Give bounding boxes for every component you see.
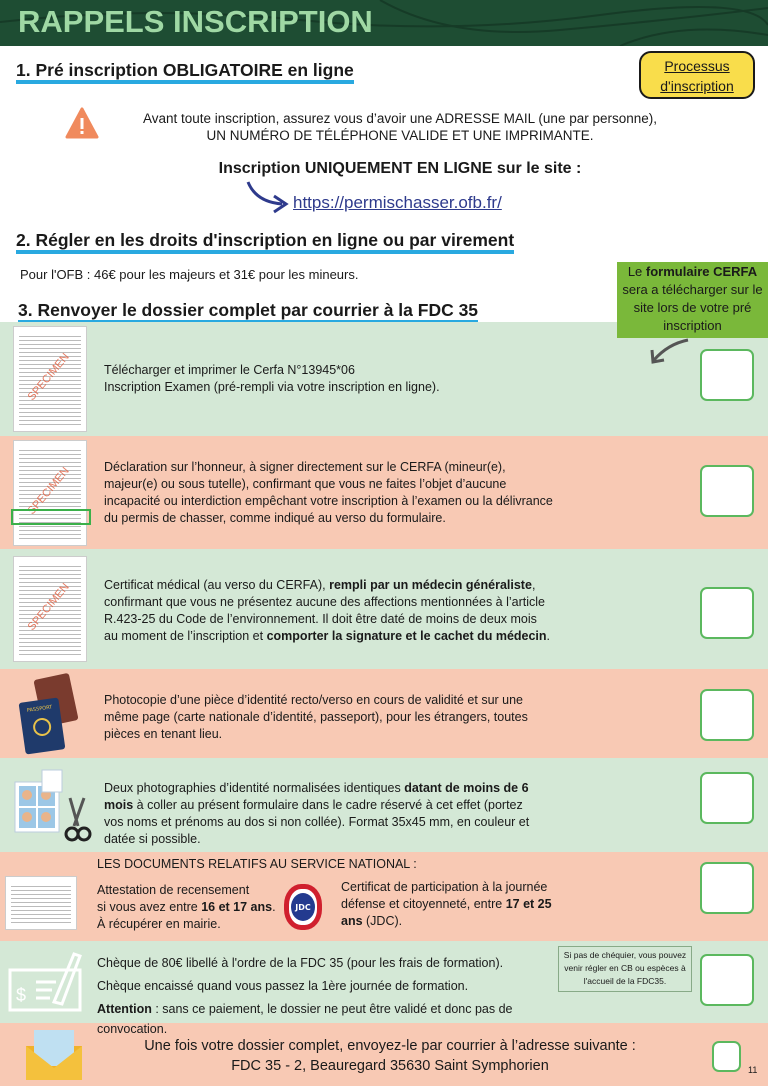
header-banner xyxy=(0,0,768,46)
passport-icon: PASSPORT xyxy=(19,697,66,754)
ofb-link[interactable]: https://permischasser.ofb.fr/ xyxy=(293,193,502,212)
medical-thumbnail: SPECIMEN xyxy=(13,556,87,662)
send-text: Une fois votre dossier complet, envoyez-le par courrier à l’adresse suivante : FDC 35 - 2, Beauregard 35630 Saint Symphorien xyxy=(144,1038,636,1074)
cerfa-thumbnail: SPECIMEN xyxy=(13,326,87,432)
online-label: Inscription UNIQUEMENT EN LIGNE sur le site : xyxy=(218,160,582,177)
checkbox-medical[interactable] xyxy=(700,587,754,639)
section1-title: 1. Pré inscription OBLIGATOIRE en ligne xyxy=(16,60,354,84)
checkbox-cerfa[interactable] xyxy=(700,349,754,401)
jdc-text: Certificat de participation à la journée défense et citoyenneté, entre 17 et 25 ans (JDC). xyxy=(341,880,552,928)
checkbox-service-national[interactable] xyxy=(700,862,754,914)
item2-text: Déclaration sur l’honneur, à signer directement sur le CERFA (mineur(e), majeur(e) ou sous tutelle), confirmant que vous ne faites l’objet d’aucune incapacité ou interdiction empêchant votre inscription à l’examen ou la délivrance du permis de chasser, comme indiqué au verso du formulaire. xyxy=(104,460,553,525)
declaration-thumbnail: SPECIMEN xyxy=(13,440,87,546)
recensement-thumbnail xyxy=(5,876,77,930)
section3-title: 3. Renvoyer le dossier complet par courrier à la FDC 35 xyxy=(18,300,478,324)
page-title: RAPPELS INSCRIPTION xyxy=(18,4,373,39)
item5-text: Deux photographies d’identité normalisées identiques datant de moins de 6 mois à coller au présent formulaire dans le cadre réservé à cet effet (portez vos noms et prénoms au dos si non collée). Format 35x45 mm, en couleur et datée si possible. xyxy=(104,781,530,846)
process-link-button[interactable]: Processus d'inscription xyxy=(639,51,755,99)
checkbox-photos[interactable] xyxy=(700,772,754,824)
recensement-text: Attestation de recensement si vous avez entre 16 et 17 ans. À récupérer en mairie. xyxy=(97,883,276,931)
section2-title: 2. Régler en les droits d'inscription en ligne ou par virement xyxy=(16,230,514,254)
arrow-icon xyxy=(244,180,290,214)
checkbox-identity[interactable] xyxy=(700,689,754,741)
item1-text: Télécharger et imprimer le Cerfa N°13945*06 Inscription Examen (pré-rempli via votre inscription en ligne). xyxy=(104,363,440,394)
id-photos-scissors-icon xyxy=(12,768,92,844)
checkbox-declaration[interactable] xyxy=(700,465,754,517)
svg-text:$: $ xyxy=(16,985,27,1005)
jdc-logo: JDC xyxy=(284,884,322,930)
checkbox-cheque[interactable] xyxy=(700,954,754,1006)
fees-text: Pour l'OFB : 46€ pour les majeurs et 31€ pour les mineurs. xyxy=(20,267,359,282)
item4-text: Photocopie d’une pièce d’identité recto/verso en cours de validité et sur une même page (carte nationale d’identité, passeport), pour les étrangers, toutes pièces en tenant lieu. xyxy=(104,693,528,741)
page-number: 11 xyxy=(748,1065,758,1075)
warning-icon xyxy=(65,107,99,139)
warning-text: Avant toute inscription, assurez vous d’avoir une ADRESSE MAIL (une par personne), UN NUMÉRO DE TÉLÉPHONE VALIDE ET UNE IMPRIMANTE. xyxy=(142,111,658,143)
service-national-title: LES DOCUMENTS RELATIFS AU SERVICE NATIONAL : xyxy=(97,857,417,871)
payment-note: Si pas de chéquier, vous pouvez venir régler en CB ou espèces à l'accueil de la FDC35. xyxy=(558,946,692,992)
item3-text: Certificat médical (au verso du CERFA), rempli par un médecin généraliste, confirmant que vous ne présentez aucune des affections mentionnées à l’article R.423-25 du Code de l’environnement. Il doit être daté de moins de deux mois au moment de l’inscription et comporter la signature et le cachet du médecin. xyxy=(104,578,551,643)
cheque-icon xyxy=(6,946,86,1018)
checkbox-send[interactable] xyxy=(712,1041,741,1072)
cheque-text: Chèque de 80€ libellé à l'ordre de la FDC 35 (pour les frais de formation). Chèque encaissé quand vous passez la 1ère journée de formation. Attention : sans ce paiement, le dossier ne peut être validé et donc pas de convocation. xyxy=(97,956,513,1036)
envelope-letter-icon xyxy=(24,1026,84,1082)
cerfa-note: Le formulaire CERFA sera a télécharger sur le site lors de votre pré inscription xyxy=(617,262,768,338)
